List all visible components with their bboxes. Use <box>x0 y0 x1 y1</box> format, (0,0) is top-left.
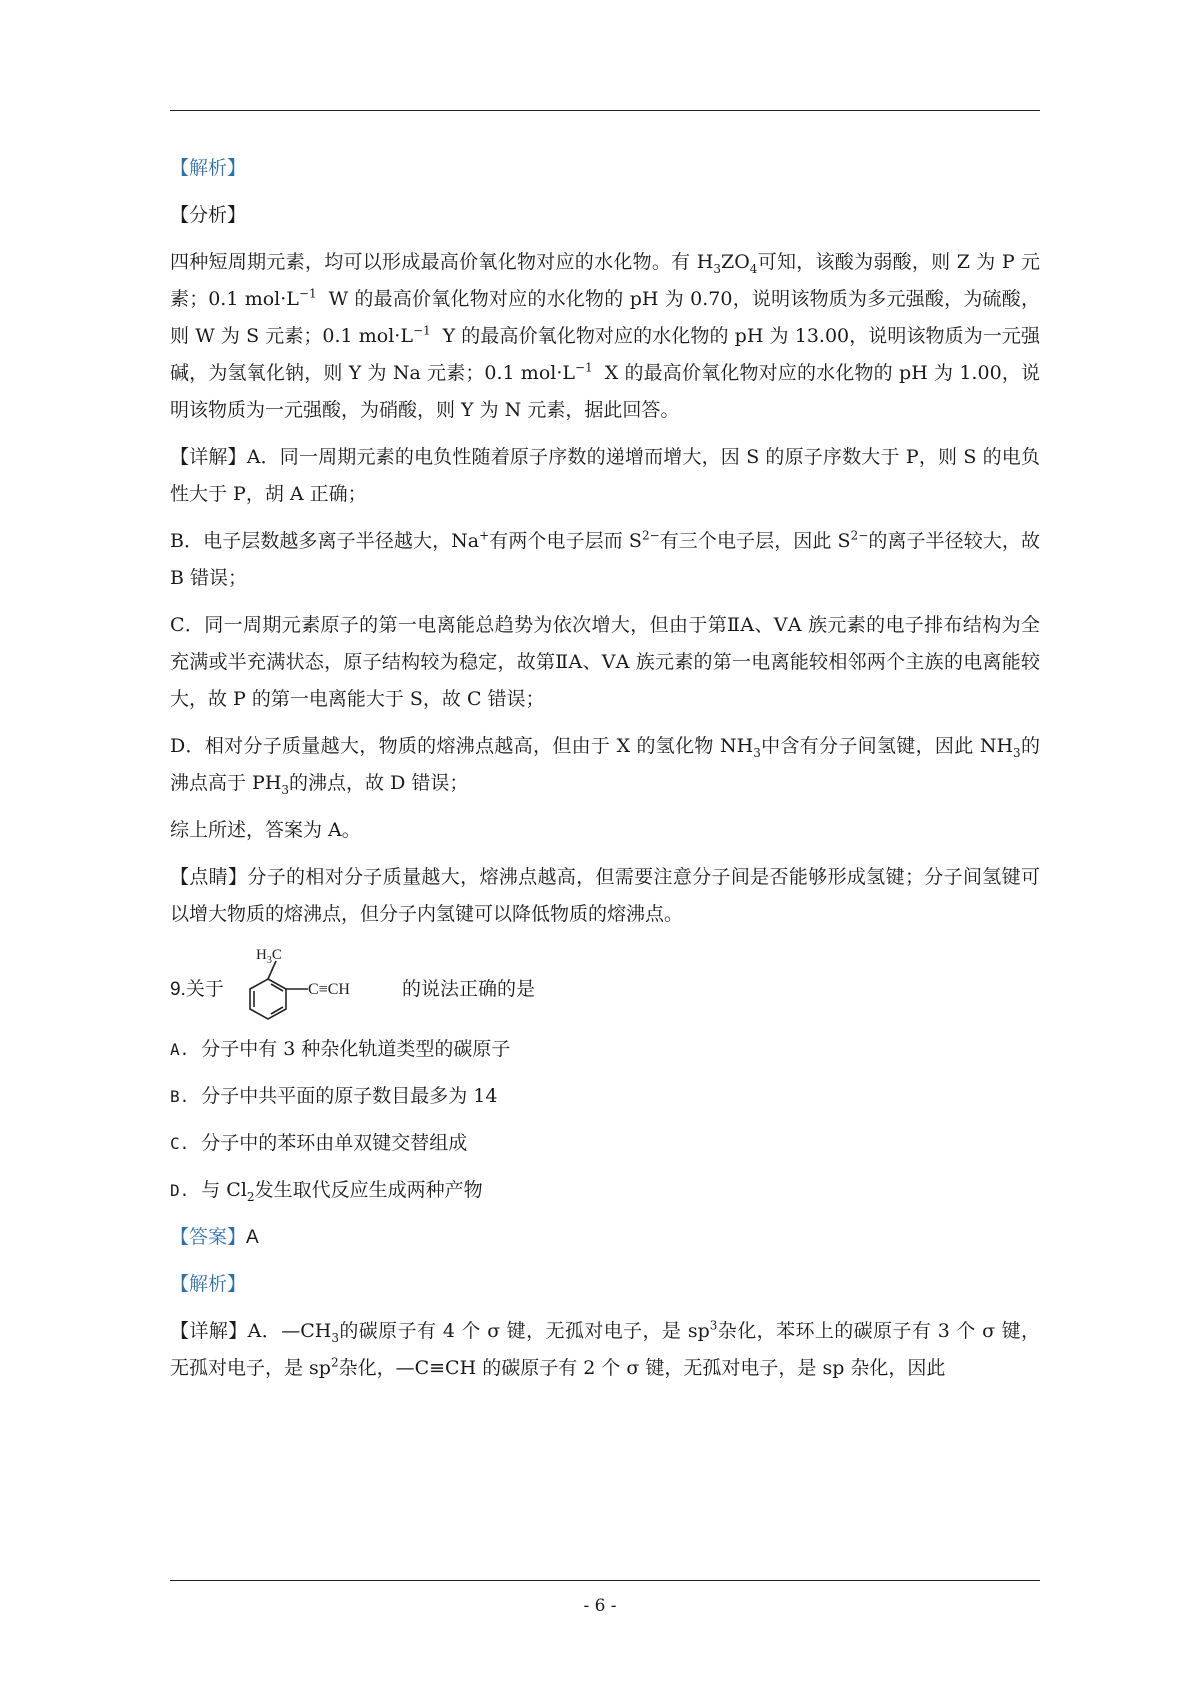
benzene-ring <box>250 961 308 1019</box>
option-d: D. 与 $Cl_2$发生取代反应生成两种产物 <box>170 1179 483 1204</box>
page-number: - 6 - <box>583 1596 617 1616</box>
section-label-jiexi: 【解析】 <box>170 157 247 179</box>
question-9-stem <box>170 943 1040 1031</box>
answer-value: A <box>246 1227 259 1248</box>
question-9-prefix: 9.关于 <box>170 979 224 1000</box>
question-9-suffix: 的说法正确的是 <box>402 978 536 1000</box>
answer-label: 【答案】 <box>170 1226 247 1248</box>
footer-rule <box>170 1580 1040 1581</box>
ethynyl-label: C≡CH <box>308 981 350 998</box>
analysis-paragraph: 四种短周期元素，均可以形成最高价氧化物对应的水化物。有 $H_3ZO_4$可知，该酸为弱酸，则 Z 为 P 元素；0.1 $mol\cdot L^{-1}$ W 的最高价氧化物对应的水化物的 pH 为 0.70，说明该物质为多元强酸，为硫酸，则 W 为 S 元素；0.1 $mol\cdot L^{-1}$ Y 的最高价氧化物对应的水化物的 pH 为 13.00，说明该物质为一元强碱，为氢氧化钠，则 Y 为 Na 元素；0.1 $mol\cdot L^{-1}$ X 的最高价氧化物对应的水化物的 pH 为 1.00，说明该物质为一元强酸，为硝酸，则 Y 为 N 元素，据此回答。 <box>170 251 1040 421</box>
option-a: A. 分子中有 3 种杂化轨道类型的碳原子 <box>170 1038 511 1060</box>
header-rule <box>170 110 1040 111</box>
option-c: C. 分子中的苯环由单双键交替组成 <box>170 1132 468 1154</box>
detail-option-a: 【详解】A．同一周期元素的电负性随着原子序数的递增而增大，因 S 的原子序数大于 P，则 S 的电负性大于 P，胡 A 正确； <box>170 446 1040 505</box>
detail-label-2: 【详解】 <box>170 1320 248 1342</box>
detail-q9-paragraph: 【详解】A．$—CH_3$的碳原子有 4 个 σ 键，无孤对电子，是 $sp^3$杂化，苯环上的碳原子有 3 个 σ 键，无孤对电子，是 $sp^2$杂化，—C≡CH 的碳原子有 2 个 σ 键，无孤对电子，是 sp 杂化，因此 <box>170 1318 1040 1379</box>
summary-line: 综上所述，答案为 A。 <box>170 819 361 841</box>
detail-option-b: B．电子层数越多离子半径越大，Na+有两个电子层而 $S^{2-}$有三个电子层，因此 $S^{2-}$的离子半径较大，故 B 错误； <box>170 528 1040 589</box>
note-label: 【点睛】 <box>170 866 248 888</box>
document-body <box>170 150 1040 1397</box>
detail-label: 【详解】 <box>170 446 247 468</box>
detail-option-d: D．相对分子质量越大，物质的熔沸点越高，但由于 X 的氢化物 $NH_3$中含有分子间氢键，因此 $NH_3$的沸点高于 $PH_3$的沸点，故 D 错误； <box>170 735 1040 797</box>
methyl-label: $H_3C$ <box>256 947 282 966</box>
molecule-structure <box>228 943 398 1031</box>
detail-option-c: C．同一周期元素原子的第一电离能总趋势为依次增大，但由于第ⅡA、ⅤA 族元素的电子排布结构为全充满或半充满状态，原子结构较为稳定，故第ⅡA、ⅤA 族元素的第一电离能较相邻两个主族的电离能较大，故 P 的第一电离能大于 S，故 C 错误； <box>170 614 1040 710</box>
option-b: B. 分子中共平面的原子数目最多为 14 <box>170 1085 498 1107</box>
note-paragraph: 【点睛】分子的相对分子质量越大，熔沸点越高，但需要注意分子间是否能够形成氢键；分子间氢键可以增大物质的熔沸点，但分子内氢键可以降低物质的熔沸点。 <box>170 866 1040 925</box>
section-label-fenxi: 【分析】 <box>170 204 247 226</box>
answer-line <box>170 1219 1040 1256</box>
section-label-jiexi-2: 【解析】 <box>170 1273 247 1295</box>
